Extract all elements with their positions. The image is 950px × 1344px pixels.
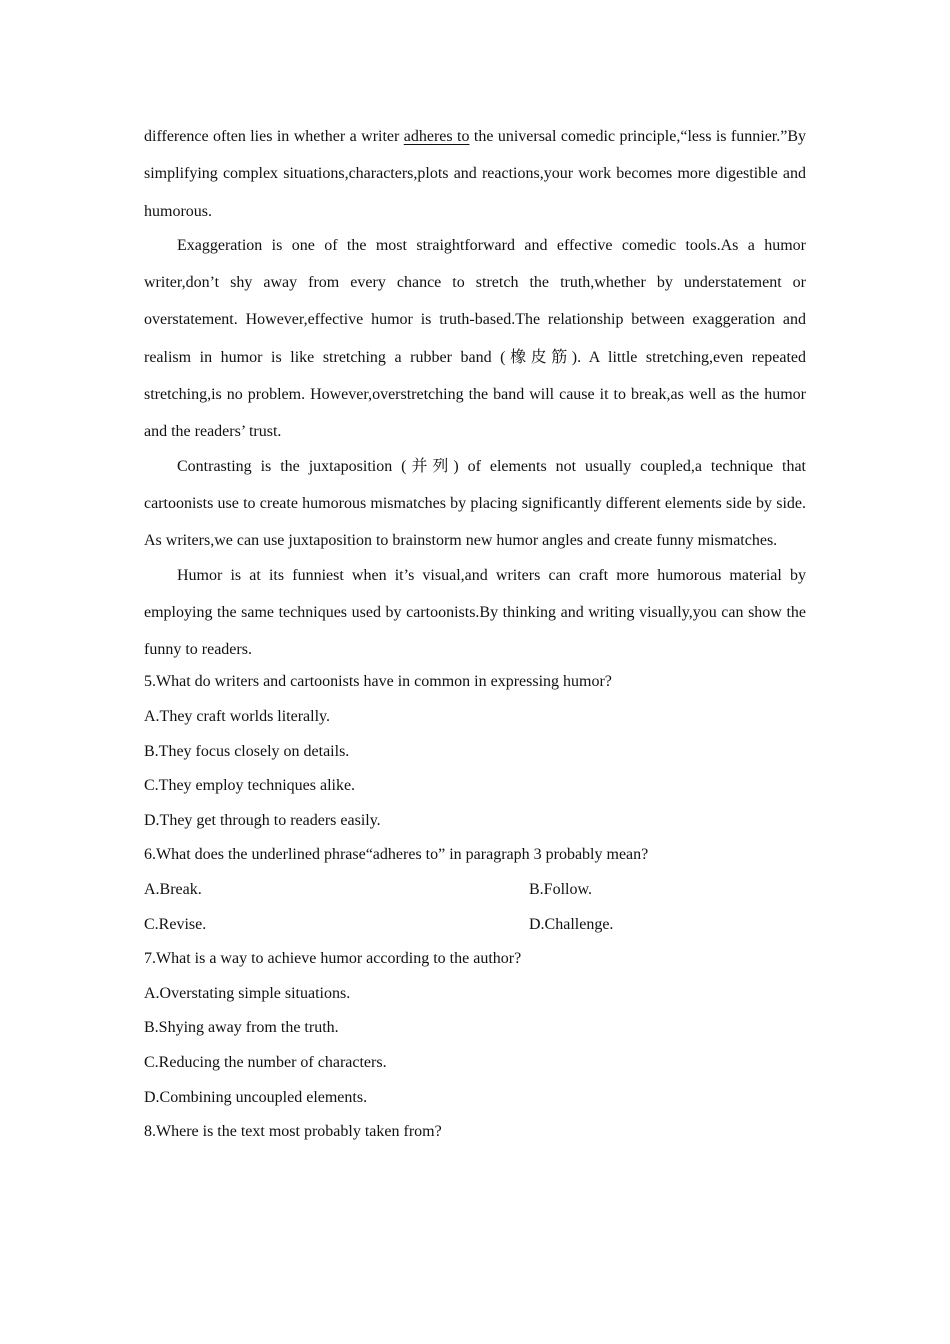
question-5-option-c: C.They employ techniques alike. xyxy=(144,777,356,795)
p1-text-before: difference often lies in whether a writer xyxy=(144,128,404,145)
question-7-option-b: B.Shying away from the truth. xyxy=(144,1019,339,1037)
question-6-option-a: A.Break. xyxy=(144,881,202,899)
question-6-stem: 6.What does the underlined phrase“adheres to” in paragraph 3 probably mean? xyxy=(144,846,649,864)
question-6-options-row-2 xyxy=(144,908,806,943)
question-5-option-a: A.They craft worlds literally. xyxy=(144,708,331,726)
question-list xyxy=(144,665,806,1149)
passage-paragraph-4: Humor is at its funniest when it’s visual,and writers can craft more humorous material by employing the same techniques used by cartoonists.By thinking and writing visually,you can show the funny to readers. xyxy=(144,566,806,659)
question-5-option-b: B.They focus closely on details. xyxy=(144,742,350,760)
question-6-options-row-1 xyxy=(144,873,806,908)
question-7-option-a: A.Overstating simple situations. xyxy=(144,984,351,1002)
question-6-option-d: D.Challenge. xyxy=(529,915,614,933)
question-7-option-c: C.Reducing the number of characters. xyxy=(144,1053,387,1071)
question-5-option-d: D.They get through to readers easily. xyxy=(144,811,381,829)
question-6-option-c: C.Revise. xyxy=(144,915,207,933)
question-7-option-d: D.Combining uncoupled elements. xyxy=(144,1088,368,1106)
question-7-stem: 7.What is a way to achieve humor according to the author? xyxy=(144,950,522,968)
question-8-stem: 8.Where is the text most probably taken from? xyxy=(144,1123,442,1141)
passage-paragraph-1 xyxy=(144,118,806,230)
document-page xyxy=(144,118,806,1150)
underlined-phrase: adheres to xyxy=(403,128,470,145)
p1-text-after: the universal comedic principle,“less is funnier.”By simplifying complex situations,characters,plots and reactions,your work becomes more digestible and humorous. xyxy=(144,128,807,220)
passage-paragraph-3: Contrasting is the juxtaposition (并列) of elements not usually coupled,a technique that cartoonists use to create humorous mismatches by placing significantly different elements side by side. As writers,we can use juxtaposition to brainstorm new humor angles and create funny mismatches. xyxy=(144,457,806,550)
passage-paragraph-2: Exaggeration is one of the most straightforward and effective comedic tools.As a humor writer,don’t shy away from every chance to stretch the truth,whether by understatement or overstatement. However,effective humor is truth-based.The relationship between exaggeration and realism in humor is like stretching a rubber band (橡皮筋). A little stretching,even repeated stretching,is no problem. However,overstretching the band will cause it to break,as well as the humor and the readers’ trust. xyxy=(144,236,806,441)
question-5-stem: 5.What do writers and cartoonists have in common in expressing humor? xyxy=(144,673,612,691)
question-6-option-b: B.Follow. xyxy=(529,881,592,899)
